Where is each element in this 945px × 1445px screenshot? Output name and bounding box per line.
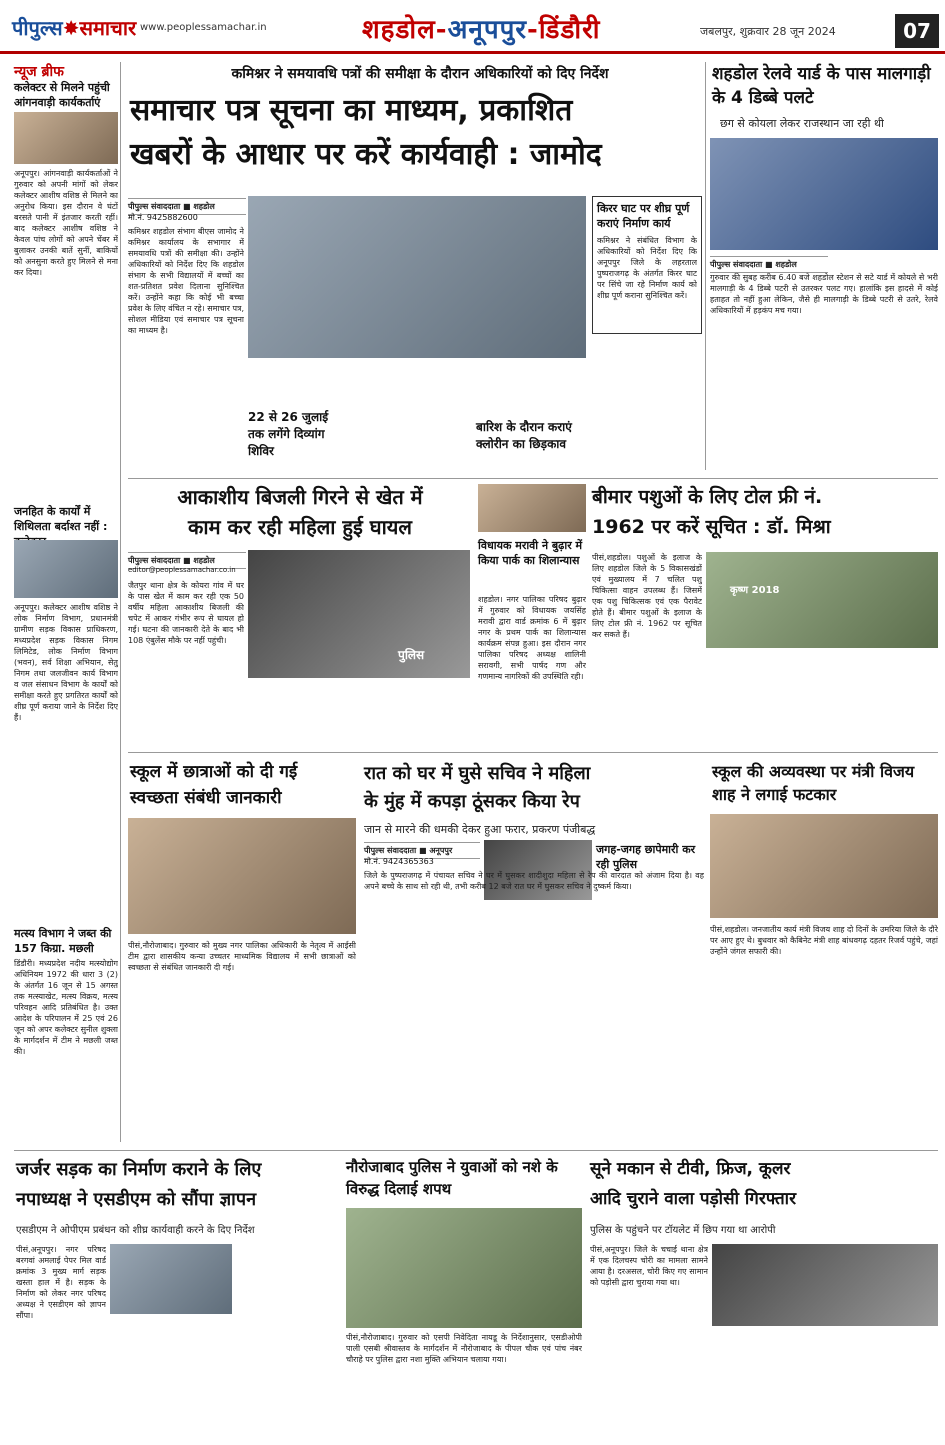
lead-sub-chlorine: बारिश के दौरान कराएं क्लोरीन का छिड़काव xyxy=(476,420,572,451)
cattle-body: पीसं,शहडोल। पशुओं के इलाज के लिए शहडोल जिले के 5 विकासखंडों एवं मुख्यालय में 7 चलित पशु चिकित्सा वाहन उपलब्ध हैं। जिसमें एक पशु चिकित्सक एवं एक पैरावेट होते हैं। बीमार पशुओं के इलाज के लिए टोल फ्री नं. 1962 पर सूचित कर सकते हैं। xyxy=(592,553,702,639)
crime-headline-2[interactable]: के मुंह में कपड़ा ठूंसकर किया रेप xyxy=(364,791,580,812)
lightning-byline: पीपुल्स संवाददाता ■ शहडोल xyxy=(128,552,246,569)
site-url[interactable]: www.peoplessamachar.in xyxy=(140,22,267,33)
crime-side-head: जगह-जगह छापेमारी कर रही पुलिस xyxy=(596,843,696,871)
park-body: शहडोल। नगर पालिका परिषद बुढ़ार में गुरुवार को विधायक जयसिंह मरावी द्वारा वार्ड क्रमांक 6 में बुढ़ार नगर के प्रथम पार्क का शिलान्यास कार्यक्रम संपन्न हुआ। इस दौरान नगर पालिका परिषद अध्यक्ष शालिनी सरावगी, सभी पार्षद गण और गणमान्य नागरिकों की उपस्थिति रही। xyxy=(478,595,586,681)
park-headline[interactable]: विधायक मरावी ने बुढ़ार में किया पार्क का शिलान्यास xyxy=(478,539,583,567)
brief3-headline: मत्स्य विभाग ने जब्त की 157 किग्रा. मछली xyxy=(14,927,112,955)
lightning-headline-2[interactable]: काम कर रही महिला हुई घायल xyxy=(188,515,412,539)
lightning-email[interactable]: editor@peoplessamachar.co.in xyxy=(128,566,236,574)
minister-body: पीसं,शहडोल। जनजातीय कार्य मंत्री विजय शाह दो दिनों के उमरिया जिले के दौरे पर आए हुए थे। बुधवार को कैबिनेट मंत्री शाह बांधवगढ़ दहतर रिजर्व पहुंचे, जहां उन्होंने जंगल सफारी की। xyxy=(710,925,938,956)
page-number: 07 xyxy=(895,14,939,48)
theft-subhead: पुलिस के पहुंचने पर टॉयलेट में छिप गया था आरोपी xyxy=(590,1225,776,1236)
school-photo xyxy=(128,818,356,934)
column-divider xyxy=(120,62,121,1142)
theft-headline-1[interactable]: सूने मकान से टीवी, फ्रिज, कूलर xyxy=(590,1159,791,1179)
issue-date: जबलपुर, शुक्रवार 28 जून 2024 xyxy=(700,25,836,38)
brand-logo[interactable]: पीपुल्स✸समाचार xyxy=(12,16,137,40)
crime-subhead: जान से मारने की धमकी देकर हुआ फरार, प्रकरण पंजीबद्ध xyxy=(364,823,596,836)
lead-body: कमिश्नर शहडोल संभाग बीएस जामोद ने कमिश्नर कार्यालय के सभागार में समयावधि पत्रों की समीक्षा की। उन्होंने अधिकारियों को निर्देश दिए कि शहडोल संभाग के सभी विद्यालयों में बच्चों का शत-प्रतिशत प्रवेश दिलाना सुनिश्चित करें। उन्होंने कहा कि कोई भी बच्चा प्रवेश के लिए वंचित न रहे। समाचार पत्र, सोशल मीडिया एवं समाचार पत्र सूचना का माध्यम है। xyxy=(128,227,244,335)
road-body: पीसं,अनूपपुर। नगर परिषद बरगवां अमलाई पेपर मिल वार्ड क्रमांक 3 मुख्य मार्ग सड़क खस्ता हाल में है। सड़क के निर्माण को लेकर नगर परिषद अध्यक्ष ने एसडीएम को ज्ञापन सौंपा। xyxy=(16,1245,106,1320)
lead-byline: पीपुल्स संवाददाता ■ शहडोल xyxy=(128,198,246,215)
lightning-photo xyxy=(248,550,470,678)
crime-body: जिले के पुष्पराजगढ़ में पंचायत सचिव ने घर में घुसकर शादीशुदा महिला से रेप की वारदात को अंजाम दिया है। वह अपने बच्चे के साथ सो रही थी, तभी करीब 12 बजे रात घर में घुसकर सचिव ने दुष्कर्म किया। xyxy=(364,871,704,891)
brief2-headline: जनहित के कार्यों में शिथिलता बर्दाश्त नहीं : xyxy=(14,505,108,533)
news-brief-label: न्यूज ब्रीफ xyxy=(14,64,64,80)
minister-headline[interactable]: स्कूल की अव्यवस्था पर मंत्री विजय शाह ने लगाई फटकार xyxy=(712,762,915,804)
minister-photo xyxy=(710,814,938,918)
road-subhead: एसडीएम ने ओपीएम प्रबंधन को शीघ्र कार्यवाही करने के दिए निर्देश xyxy=(16,1225,255,1236)
drugs-photo xyxy=(346,1208,582,1328)
road-headline-2[interactable]: नपाध्यक्ष ने एसडीएम को सौंपा ज्ञापन xyxy=(16,1189,257,1210)
section-divider xyxy=(128,478,938,479)
theft-body: पीसं,अनूपपुर। जिले के चचाई थाना क्षेत्र में एक दिलचस्प चोरी का मामला सामने आया है। दरअसल, चोरी किए गए सामान को पड़ोसी द्वारा चुराया गया था। xyxy=(590,1245,708,1287)
brief3-body: डिंडौरी। मध्यप्रदेश नदीय मत्स्योद्योग अधिनियम 1972 की धारा 3 (2) के अंतर्गत 16 जून से 15 अगस्त तक मत्स्याखेट, मत्स्य विक्रय, मत्स्य परिवहन आदि प्रतिबंधित है। उक्त आदेश के परिपालन में 25 एवं 26 जून को अपर कलेक्टर सुनील शुक्ला के मार्गदर्शन में टीम ने मछली जब्त की। xyxy=(14,959,118,1056)
side-box-body: कमिश्नर ने संबंधित विभाग के अधिकारियों को निर्देश दिए कि अनूपपुर जिले के लहरताल पुष्पराजगढ़ के अंतर्गत किरर घाट पर सिंचे जा रहे निर्माण कार्य को शीघ्र पूर्ण कराना सुनिश्चित करें। xyxy=(597,236,697,300)
section-divider xyxy=(14,1150,938,1151)
road-headline-1[interactable]: जर्जर सड़क का निर्माण कराने के लिए xyxy=(16,1159,262,1180)
section-divider xyxy=(128,752,938,753)
cattle-headline-2[interactable]: 1962 पर करें सूचित : डॉ. मिश्रा xyxy=(592,516,831,538)
rail-byline: पीपुल्स संवाददाता ■ शहडोल xyxy=(710,256,828,273)
theft-photo xyxy=(712,1244,938,1326)
crime-headline-1[interactable]: रात को घर में घुसे सचिव ने महिला xyxy=(364,763,591,784)
lead-kicker: कमिश्नर ने समयावधि पत्रों की समीक्षा के दौरान अधिकारियों को दिए निर्देश xyxy=(231,66,609,82)
lead-side-box xyxy=(592,196,702,334)
column-divider xyxy=(705,62,706,470)
school-headline-1[interactable]: स्कूल में छात्राओं को दी गई xyxy=(130,762,298,782)
brief2-body: अनूपपुर। कलेक्टर आशीष वशिष्ठ ने लोक निर्माण विभाग, प्रधानमंत्री ग्रामीण सड़क विकास प्राधिकरण, मध्यप्रदेश सड़क विकास निगम लिमिटेड, लोक निर्माण विभाग (भवन), सर्व शिक्षा अभियान, सेतु निगम तथा जलजीवन कार्य विभाग व जल संसाधन विभाग के कार्यों को समीक्षा करते हुए प्रगतिरत कार्यों को शीघ्र पूर्ण कराया जाने के निर्देश दिए हैं। xyxy=(14,603,118,722)
rail-subhead: छग से कोयला लेकर राजस्थान जा रही थी xyxy=(720,117,884,130)
cattle-photo xyxy=(706,552,938,648)
lead-phone: मो.नं. 9425882600 xyxy=(128,213,198,222)
brief2-photo xyxy=(14,540,118,598)
lightning-headline-1[interactable]: आकाशीय बिजली गिरने से खेत में xyxy=(177,485,423,509)
school-headline-2[interactable]: स्वच्छता संबंधी जानकारी xyxy=(130,788,282,808)
police-label: पुलिस xyxy=(398,648,425,662)
crime-phone: मो.नं. 9424365363 xyxy=(364,857,434,866)
cattle-headline-1[interactable]: बीमार पशुओं के लिए टोल फ्री नं. xyxy=(592,486,823,508)
lead-photo-meeting xyxy=(248,196,586,358)
brief1-photo xyxy=(14,112,118,164)
brand-right: समाचार xyxy=(79,16,137,40)
section-title: शहडोल-अनूपपुर-डिंडौरी xyxy=(362,15,601,45)
theft-headline-2[interactable]: आदि चुराने वाला पड़ोसी गिरफ्तार xyxy=(590,1189,797,1209)
photo-sign: कृष्ण 2018 xyxy=(730,585,780,596)
drugs-headline[interactable]: नौरोजाबाद पुलिस ने युवाओं को नशे के विरुद्ध दिलाई शपथ xyxy=(346,1158,558,1198)
road-photo xyxy=(110,1244,232,1314)
lightning-body: जैतपुर थाना क्षेत्र के कोयरा गांव में घर के पास खेत में काम कर रही एक 50 वर्षीय महिला आकाशीय बिजली की चपेट में आकर गंभीर रूप से घायल हो गई। घटना की जानकारी देते के बाद भी 108 एंबुलेंस मौके पर नहीं पहुंची। xyxy=(128,581,244,645)
brief1-headline: कलेक्टर से मिलने पहुंची आंगनवाड़ी कार्यकर्ताएं xyxy=(14,81,110,109)
lead-sub-camp: 22 से 26 जुलाई तक लगेंगे दिव्यांग शिविर xyxy=(248,410,329,458)
drugs-body: पीसं,नौरोजाबाद। गुरुवार को एसपी निवेदिता नायडू के निर्देशानुसार, एसडीओपी पाली एसबी श्रीवास्तव के मार्गदर्शन में नौरोजाबाद के पीपल चौक एवं पांच नंबर चौराहे पर पुलिस द्वारा नशा मुक्ति अभियान चलाया गया। xyxy=(346,1333,582,1364)
side-box-headline: किरर घाट पर शीघ्र पूर्ण कराएं निर्माण कार्य xyxy=(597,202,690,230)
lead-headline-1[interactable]: समाचार पत्र सूचना का माध्यम, प्रकाशित xyxy=(130,93,573,128)
park-photo xyxy=(478,484,586,532)
rail-photo xyxy=(710,138,938,250)
school-body: पीसं,नौरोजाबाद। गुरुवार को मुख्य नगर पालिका अधिकारी के नेतृत्व में आईसी टीम द्वारा शासकीय कन्या उच्चतर माध्यमिक विद्यालय में सभी छात्राओं को स्वच्छता से संबंधित जानकारी दी गई। xyxy=(128,941,356,972)
crime-byline: पीपुल्स संवाददाता ■ अनूपपुर xyxy=(364,842,480,859)
lead-headline-2[interactable]: खबरों के आधार पर करें कार्यवाही : जामोद xyxy=(130,137,602,172)
rail-body: गुरुवार की सुबह करीब 6.40 बजे शहडोल स्टेशन से सटे यार्ड में कोयले से भरी मालगाड़ी के 4 डिब्बे पटरी से उतरकर पलट गए। हालांकि इस हादसे में कोई हताहत तो नहीं हुआ लेकिन, जैसे ही मालगाड़ी के डिब्बे पटरी से उतरे, रेलवे अधिकारियों में हड़कंप मच गया। xyxy=(710,273,938,315)
rail-headline[interactable]: शहडोल रेलवे यार्ड के पास मालगाड़ी के 4 डिब्बे पलटे xyxy=(712,64,931,108)
brief1-body: अनूपपुर। आंगनवाड़ी कार्यकर्ताओं ने गुरुवार को अपनी मांगों को लेकर कलेक्टर आशीष वशिष्ठ से मिलने का अनुरोध किया। इस दौरान वे घंटों बरसते पानी में इंतजार करती रहीं। बाद कलेक्टर आशीष वशिष्ठ ने केवल पांच लोगों को अपने चेंबर में बुलाकर उनकी बातें सुनीं, बाकियों को अनसुना करते हुए मिलने से मना कर दिया। xyxy=(14,169,118,277)
